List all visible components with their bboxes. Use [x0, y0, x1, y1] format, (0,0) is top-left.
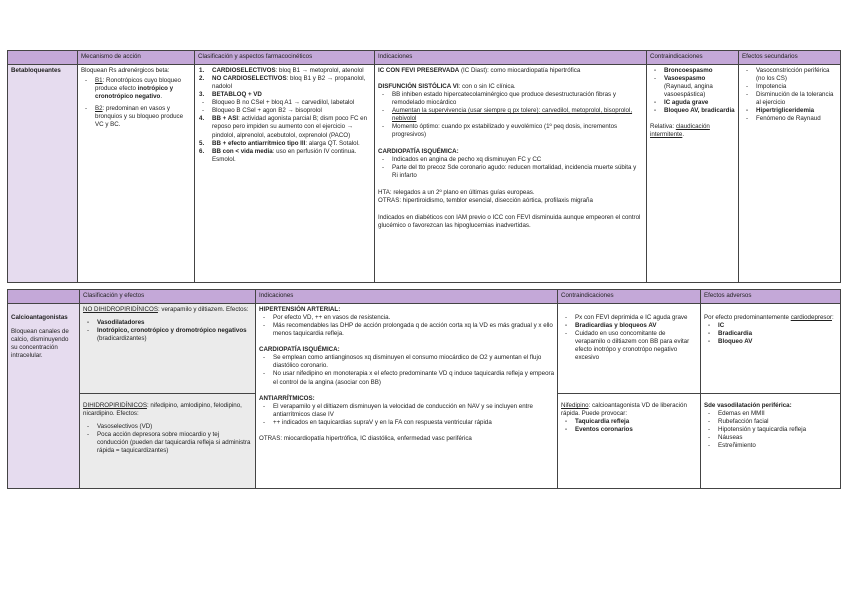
header-efectos: Efectos secundarios — [739, 51, 841, 65]
adv-intro: Por efecto predominantemente cardiodepresor: — [704, 314, 834, 321]
efectos-cell — [739, 65, 841, 283]
list-item: - Taquicardia refleja — [575, 418, 697, 426]
list-item: BETABLOQ + VD — [212, 91, 262, 99]
list-item: - Px con FEVI deprimida e IC aguda grave — [575, 314, 697, 322]
list-item: - Disminución de la tolerancia al ejercicio — [756, 91, 837, 107]
header-indicaciones: Indicaciones — [375, 51, 647, 65]
table-header-row — [8, 51, 841, 65]
list-item: - ++ indicados en taquicardias supraV y en la FA con respuesta ventricular rápida — [273, 419, 554, 427]
list-item: - Hipotensión y taquicardia refleja — [718, 426, 837, 434]
list-item: - Vasoselectivos (VD) — [97, 423, 252, 431]
hta-title: HIPERTENSIÓN ARTERIAL: — [259, 306, 341, 313]
nodhp-title: NO DIHIDROPIRIDÍNICOS: verapamilo y diltiazem. Efectos: — [83, 306, 249, 313]
list-item: - Broncoespasmo — [664, 67, 735, 75]
list-item: - Bloqueo B CSel + agon B2 → bisoprolol — [212, 107, 371, 115]
icfevi-line: IC CON FEVI PRESERVADA (IC Diast): como miocardiopatía hipertrófica — [378, 67, 581, 74]
list-item: - No usar nifedipino en monoterapia x el efecto predominante VD q induce taquicardia refleja y empeora el control de la angina (asociar con BB) — [273, 370, 554, 386]
otras-line: OTRAS: miocardiopatía hipertrófica, IC diastólica, enfermedad vasc periférica — [259, 434, 472, 442]
list-item: - Parte del tto precoz Sde coronario agudo: reducen mortalidad, incidencia muerte súbita y Ri infarto — [392, 164, 643, 180]
relativa-line: Relativa: claudicación intermitente. — [650, 123, 710, 139]
list-item: BB con < vida media: uso en perfusión IV continua. Esmolol. — [212, 147, 357, 163]
table-row — [8, 304, 841, 394]
ci-title: CARDIOPATÍA ISQUÉMICA: — [259, 346, 340, 354]
list-item: - BB inhiben estado hipercatecolaminérgico que produce desestructuración fibras y remodelado miocárdico — [392, 91, 643, 107]
list-item: - Indicados en angina de pecho xq disminuyen FC y CC — [392, 156, 643, 164]
header-contraindicaciones: Contraindicaciones — [647, 51, 739, 65]
dhp-cell — [80, 394, 256, 489]
list-item: - IC — [718, 322, 837, 330]
nifedipino-line: Nifedipino: calcioantagonista VD de liberación rápida. Puede provocar: — [561, 402, 687, 418]
header-mecanismo: Mecanismo de acción — [78, 51, 195, 65]
list-item: CARDIOSELECTIVOS: bloq B1 → metoprolol, atenolol — [212, 67, 364, 74]
list-item: - Por efecto VD, ++ en vasos de resistencia. — [273, 314, 554, 322]
header-efectos-adversos: Efectos adversos — [701, 290, 841, 304]
list-item: - Poca acción depresora sobre miocardio y tej conducción (pueden dar taquicardia refleja si administra rápida = taquicardizantes) — [97, 431, 252, 455]
nodhp-cell — [80, 304, 256, 394]
list-item: - Vasodilatadores — [97, 319, 252, 327]
diabeticos-line: Indicados en diabéticos con IAM previo o ICC con FEVI disminuida aunque empeoren el control glucémico o favorezcan las hipoglucemias inadvertidas. — [378, 213, 641, 229]
indicaciones-cell — [256, 304, 558, 489]
calcioantagonistas-table — [7, 289, 841, 489]
header-empty — [8, 290, 80, 304]
header-clasificacion: Clasificación y aspectos farmacocinéticos — [195, 51, 375, 65]
anti-title: ANTIARRÍTMICOS: — [259, 394, 315, 402]
header-clasificacion: Clasificación y efectos — [80, 290, 256, 304]
list-item: - Impotencia — [756, 83, 837, 91]
list-item: - Edemas en MMII — [718, 410, 837, 418]
drug-name: Calcioantagonistas — [11, 314, 68, 321]
betabloqueantes-table — [7, 50, 841, 283]
indicaciones-cell — [375, 65, 647, 283]
list-item: - Inotrópico, cronotrópico y dromotrópico negativos (bradicardizantes) — [97, 327, 252, 343]
list-item: - Náuseas — [718, 434, 837, 442]
list-item: - El verapamilo y el diltiazem disminuyen la velocidad de conducción en NAV y se incluyen entre antiarrítmicos clase IV — [273, 403, 554, 419]
list-item: BB + ASI: actividad agonista parcial B; dism poco FC en reposo pero impiden su aumento con el ejercicio → pindolol, alprenolol, acebutolol, oxprenolol (PACO) — [212, 115, 368, 139]
list-item: - Estreñimiento — [718, 442, 837, 450]
otras-line: OTRAS: hipertiroidismo, temblor esencial, disección aórtica, profilaxis migraña — [378, 196, 593, 204]
adv-nodhp-cell — [701, 304, 841, 394]
disfuncion-title: DISFUNCIÓN SISTÓLICA VI: con o sin IC clínica. — [378, 83, 516, 91]
list-item: - Vasoespasmo (Raynaud, angina vasoespástica) — [664, 75, 735, 99]
list-item: - Cuidado en uso concomitante de verapamilo o diltiazem con BB para evitar efecto inotrópo y cronotrópo negativo excesivo — [575, 330, 697, 362]
adv-dhp-title: Sde vasodilatación periférica: — [704, 402, 792, 409]
drug-name: Betabloqueantes — [8, 65, 78, 283]
dhp-title: DIHIDROPIRIDÍNICOS: nifedipino, amlodipino, felodipino, nicardipino. Efectos: — [83, 402, 242, 418]
header-empty — [8, 51, 78, 65]
list-item: - Hipertrigliceridemia — [756, 107, 837, 115]
list-item: - Momento óptimo: cuando px estabilizado y euvolémico (1º peq dosis, incrementos progresivos) — [392, 123, 643, 139]
contra-nodhp-cell — [558, 304, 701, 394]
drug-description: Bloquean canales de calcio, disminuyendo su concentración intracelular. — [11, 328, 69, 360]
drug-name-cell — [8, 304, 80, 489]
mecanismo-cell — [78, 65, 195, 283]
list-item: - Bloqueo AV — [718, 338, 837, 346]
list-item: - Aumentan la supervivencia (usar siempre q px tolere): carvedilol, metoprolol, bisoprolol, nebivolol — [392, 107, 643, 123]
clasificacion-cell — [195, 65, 375, 283]
adv-dhp-cell — [701, 394, 841, 489]
contraindicaciones-cell — [647, 65, 739, 283]
list-item: - Bradicardias y bloqueos AV — [575, 322, 697, 330]
list-item: - Fenómeno de Raynaud — [756, 115, 837, 123]
table-header-row — [8, 290, 841, 304]
list-item: NO CARDIOSELECTIVOS: bloq B1 y B2 → propanolol, nadolol — [212, 75, 366, 91]
hta-line: HTA: relegados a un 2º plano en últimas guías europeas. — [378, 188, 535, 196]
contra-dhp-cell — [558, 394, 701, 489]
list-item: - IC aguda grave — [664, 99, 735, 107]
list-item: - Rubefacción facial — [718, 418, 837, 426]
list-item: - Bloqueo B no CSel + bloq A1 → carvedilol, labetalol — [212, 99, 371, 107]
list-item: - Más recomendables las DHP de acción prolongada q de acción corta xq la VD es más gradual y x ello menos taquicardia refleja. — [273, 322, 554, 338]
header-indicaciones: Indicaciones — [256, 290, 558, 304]
list-item: - B2: predominan en vasos y bronquios y su bloqueo produce VC y BC. — [95, 105, 191, 129]
list-item: - Vasoconstricción periférica (no los CS) — [756, 67, 837, 83]
list-item: - Eventos coronarios — [575, 426, 697, 434]
header-contraindicaciones: Contraindicaciones — [558, 290, 701, 304]
list-item: - Se emplean como antianginosos xq disminuyen el consumo miocárdico de O2 y aumentan el flujo diastólico coronario. — [273, 354, 554, 370]
list-item: - Bradicardia — [718, 330, 837, 338]
list-item: - B1: Ronotrópicos cuyo bloqueo produce efecto inotrópico y cronotrópico negativo. — [95, 77, 191, 101]
cardiopatia-title: CARDIOPATÍA ISQUÉMICA: — [378, 147, 459, 155]
table-row — [8, 65, 841, 283]
list-item: BB + efecto antiarrítmico tipo III: alarga QT. Sotalol. — [212, 139, 360, 147]
mecanismo-intro: Bloquean Rs adrenérgicos beta: — [81, 67, 170, 74]
list-item: - Bloqueo AV, bradicardia — [664, 107, 735, 115]
